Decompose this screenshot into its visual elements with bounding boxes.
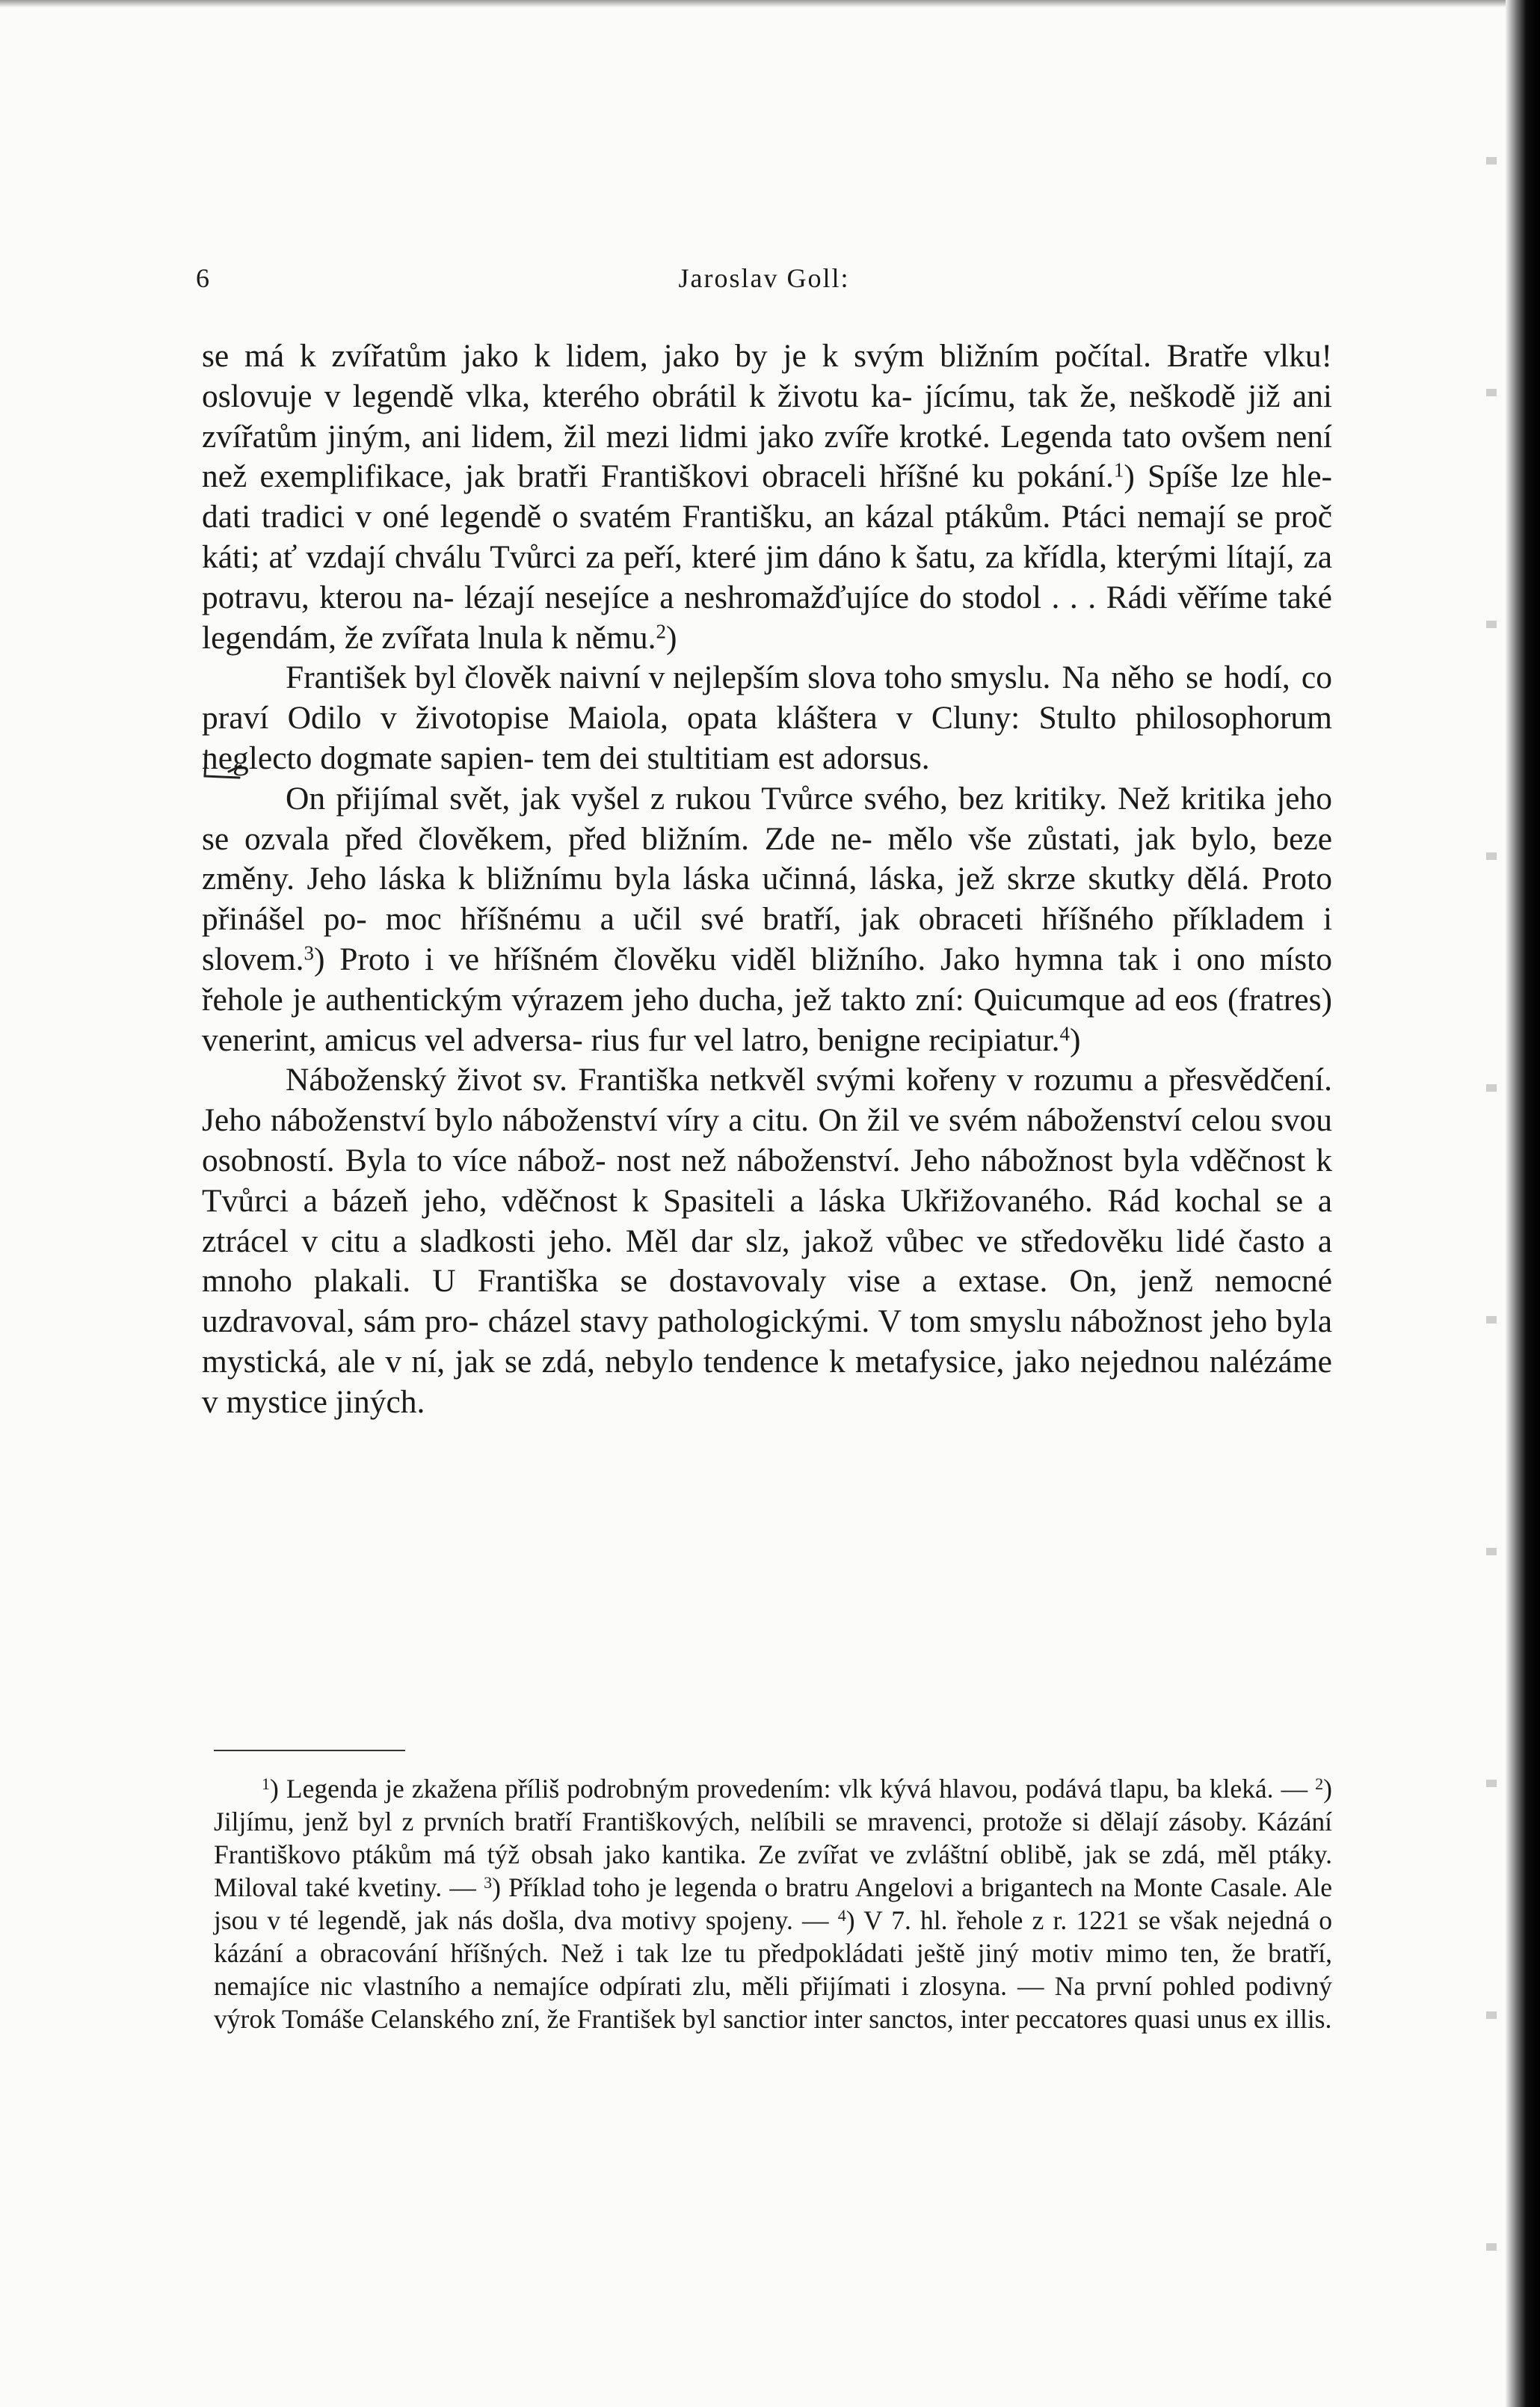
line: On přijímal svět, jak vyšel z rukou Tvůrce svého, bez kritiky. <box>286 780 1107 817</box>
footnote-text-1: ) Legenda je zkažena příliš podrobným provedením: vlk kývá hlavou, podává tlapu, ba kleká. — <box>270 1774 1316 1804</box>
line: jícímu, tak že, neškodě již ani zvířatům jiným, ani lidem, žil mezi <box>202 378 1333 455</box>
footnote-divider <box>214 1750 405 1751</box>
line: ) Spíše lze hle- <box>1124 458 1333 495</box>
footnote-number-1: 1 <box>262 1774 270 1793</box>
footnote-ref-3: 3 <box>304 941 315 965</box>
footnote-ref-2: 2 <box>656 620 667 643</box>
line: vůbec ve středověku lidé často a mnoho plakali. U Františka se <box>202 1223 1333 1300</box>
footnote-ref-1: 1 <box>1113 458 1124 482</box>
line: dostavovaly vise a extase. On, jenž nemocné uzdravoval, sám pro- <box>202 1263 1333 1340</box>
paragraph-3 <box>202 779 1332 1061</box>
line: lidmi jako zvíře krotké. Legenda tato ovšem není než exemplifikace, <box>202 418 1332 495</box>
line: Bratře vlku! oslovuje v legendě vlka, kterého obrátil k životu ka- <box>202 338 1332 414</box>
line: moc hříšnému a učil své bratří, jak obraceti hříšného příkladem <box>385 901 1305 938</box>
line: lézají nesejíce a neshromažďujíce do stodol . . . Rádi věříme také <box>463 579 1332 615</box>
paragraph-1 <box>202 336 1332 658</box>
line: nost než náboženství. Jeho nábožnost byla vděčnost k Tvůrci <box>202 1142 1332 1219</box>
line: dati tradici v oné legendě o svatém Františku, an kázal ptákům. <box>202 499 1051 535</box>
line: žil ve svém náboženství celou svou osobností. Byla to více nábož- <box>202 1102 1333 1178</box>
footnote-number-4: 4 <box>837 1906 846 1925</box>
line: Než kritika jeho se ozvala před člověkem, před bližním. Zde ne- <box>202 780 1332 857</box>
line: Na něho se hodí, co praví Odilo v životopise Maiola, opata <box>202 660 1332 737</box>
line: takto zní: Quicumque ad eos (fratres) venerint, amicus vel adversa- <box>202 981 1333 1058</box>
main-text <box>202 336 1332 1423</box>
line: legendám, že zvířata lnula k němu. <box>202 619 656 656</box>
scan-edge-right <box>1506 0 1540 2407</box>
footnote-text-4: ) V 7. hl. řehole z r. 1221 se však nejedná o kázání a obracování hříšných. Než i tak lze tu předpokládati ještě jiný motiv mimo ten, že bratří, nemajíce nic vlastního a nemajíce odpírati zlu, měli přijímati i zlosyna. — Na první pohled podivný výrok Tomáše Celanského zní, že František byl sanctior inter sanctos, inter peccatores quasi unus ex illis. <box>214 1905 1332 2034</box>
line: Ptáci nemají se proč káti; ať vzdají chválu Tvůrci za peří, které <box>202 499 1332 575</box>
line: jak bratři Františkovi obraceli hříšné ku pokání. <box>465 458 1114 495</box>
line: Náboženský život sv. Františka netkvěl svými kořeny v rozumu <box>286 1062 1133 1098</box>
line: nejednou nalézáme v mystice jiných. <box>202 1343 1332 1420</box>
page-number: 6 <box>196 263 209 293</box>
line: ) <box>666 619 677 656</box>
footnote-text-2: ) Jiljímu, jenž byl z prvních bratří Františkových, nelíbili se mravenci, protože si dělají zásoby. Kázání Františkovo ptákům má týž obsah jako kantika. Ze zvířat ve zvláštní oblibě, jak se zdá, měl ptáky. Miloval také kvetiny. — <box>214 1774 1332 1902</box>
footnote-block <box>214 1772 1332 2035</box>
line: se má k zvířatům jako k lidem, jako by je k svým bližním počítal. <box>202 338 1151 374</box>
line: cházel stavy pathologickými. V tom smyslu nábožnost jeho byla <box>487 1303 1333 1340</box>
footnote-number-3: 3 <box>484 1873 493 1892</box>
line: František byl člověk naivní v nejlepším slova toho smyslu. <box>286 660 1051 696</box>
gutter-marks <box>1486 45 1497 2288</box>
line: mělo vše zůstati, jak bylo, beze změny. Jeho láska k bližnímu <box>202 820 1332 897</box>
running-head: Jaroslav Goll: <box>678 263 850 293</box>
line: byla láska učinná, láska, jež skrze skutky dělá. Proto přinášel po- <box>202 861 1333 938</box>
line: mystická, ale v ní, jak se zdá, nebylo tendence k metafysice, jako <box>202 1343 1071 1380</box>
line: kláštera v Cluny: Stulto philosophorum neglecto dogmate sapien- <box>202 700 1332 776</box>
line: a přesvědčení. Jeho náboženství bylo náboženství víry a citu. On <box>202 1062 1332 1139</box>
line: tak i ono místo řehole je authentickým výrazem jeho ducha, jež <box>202 941 1332 1018</box>
scan-edge-top <box>0 0 1540 7</box>
line: rius fur vel latro, benigne recipiatur. <box>591 1021 1060 1058</box>
footnote-text-3: ) Příklad toho je legenda o bratru Angelovi a brigantech na Monte Casale. Ale jsou v té legendě, jak nás došla, dva motivy spojeny. — <box>214 1872 1332 1935</box>
line: kochal se a ztrácel v citu a sladkosti jeho. Měl dar slz, jakož <box>202 1182 1333 1259</box>
paragraph-2 <box>202 658 1332 778</box>
paragraph-4 <box>202 1060 1332 1422</box>
line: a bázeň jeho, vděčnost k Spasiteli a láska Ukřižovaného. Rád <box>303 1182 1160 1219</box>
footnotes <box>214 1772 1332 2035</box>
line: jim dáno k šatu, za křídla, kterými lítají, za potravu, kterou na- <box>202 538 1332 615</box>
line: ) Proto i ve hříšném člověku viděl bližního. Jako hymna <box>314 941 1103 977</box>
footnote-number-2: 2 <box>1315 1774 1324 1793</box>
footnote-ref-4: 4 <box>1059 1022 1070 1045</box>
line: i slovem. <box>202 901 1333 977</box>
line: tem dei stultitiam est adorsus. <box>542 740 930 776</box>
page-header <box>196 256 1332 301</box>
line: ) <box>1069 1021 1081 1058</box>
